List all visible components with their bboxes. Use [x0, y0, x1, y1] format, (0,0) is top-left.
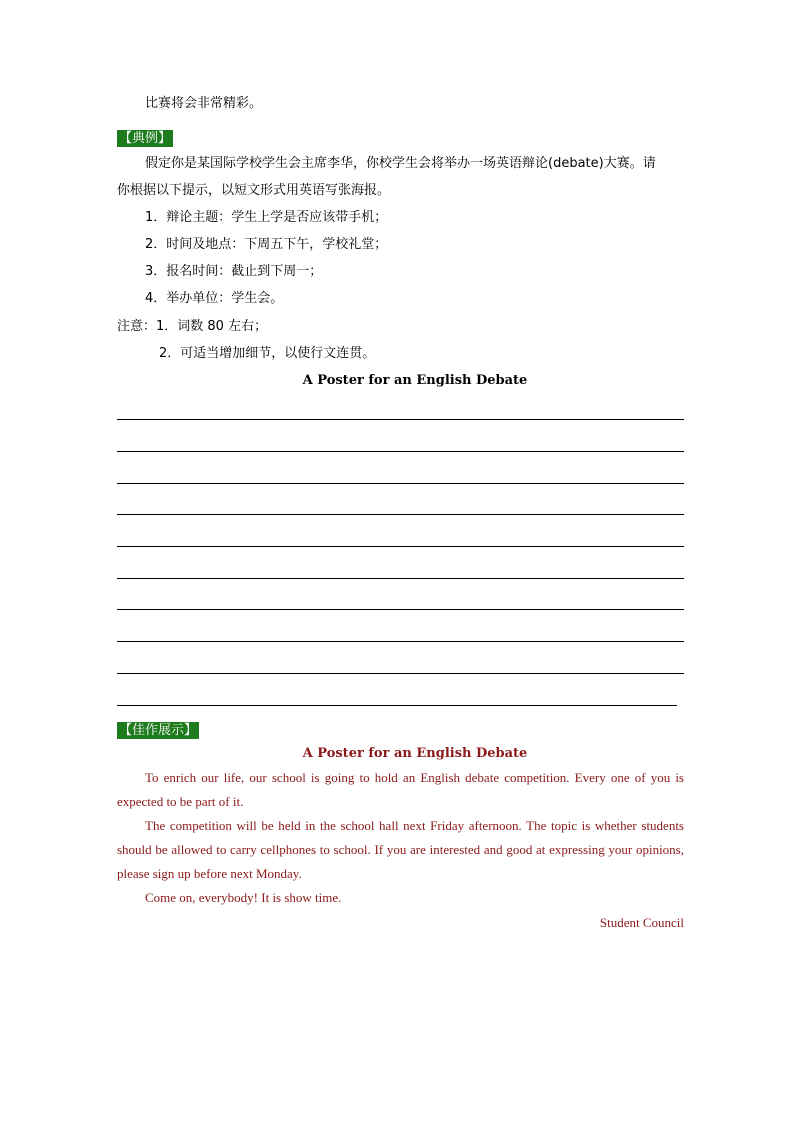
essay-paragraph: Come on, everybody! It is show time.	[145, 890, 342, 905]
prompt-line-1: 假定你是某国际学校学生会主席李华，你校学生会将举办一场英语辩论(debate)大赛。请	[145, 156, 656, 171]
writing-line	[117, 419, 684, 420]
requirement-item: 3．报名时间：截止到下周一；	[145, 264, 323, 279]
writing-line	[117, 514, 684, 515]
sample-title: A Poster for an English Debate	[302, 746, 528, 761]
writing-line	[117, 483, 684, 484]
notes-line-2: 2．可适当增加细节，以使行文连贯。	[159, 346, 376, 361]
sample-tag: 【佳作展示】	[119, 723, 198, 738]
writing-line	[117, 641, 684, 642]
requirement-item: 1．辩论主题：学生上学是否应该带手机；	[145, 210, 388, 225]
essay-paragraph: The competition will be held in the school hall next Friday afternoon. The topic is whether students should be allowed to carry cellphones to school. If you are interested and good at expressing your opinions, please sign up before next Monday.	[117, 818, 684, 881]
requirement-item: 2．时间及地点：下周五下午，学校礼堂；	[145, 237, 388, 252]
essay-paragraph: To enrich our life, our school is going to hold an English debate competition. Every one of you is expected to be part of it.	[117, 770, 684, 809]
example-title: A Poster for an English Debate	[302, 373, 528, 388]
notes-line-1: 注意：1．词数 80 左右；	[117, 319, 268, 334]
writing-line	[117, 451, 684, 452]
sample-essay	[117, 766, 684, 910]
prompt-line-2: 你根据以下提示，以短文形式用英语写张海报。	[117, 183, 391, 198]
requirement-item: 4．举办单位：学生会。	[145, 291, 284, 306]
writing-line	[117, 578, 684, 579]
writing-line	[117, 609, 684, 610]
intro-line: 比赛将会非常精彩。	[145, 96, 263, 111]
writing-line	[117, 705, 677, 706]
signature: Student Council	[599, 915, 684, 930]
writing-line	[117, 546, 684, 547]
writing-line	[117, 673, 684, 674]
example-tag: 【典例】	[119, 131, 172, 146]
